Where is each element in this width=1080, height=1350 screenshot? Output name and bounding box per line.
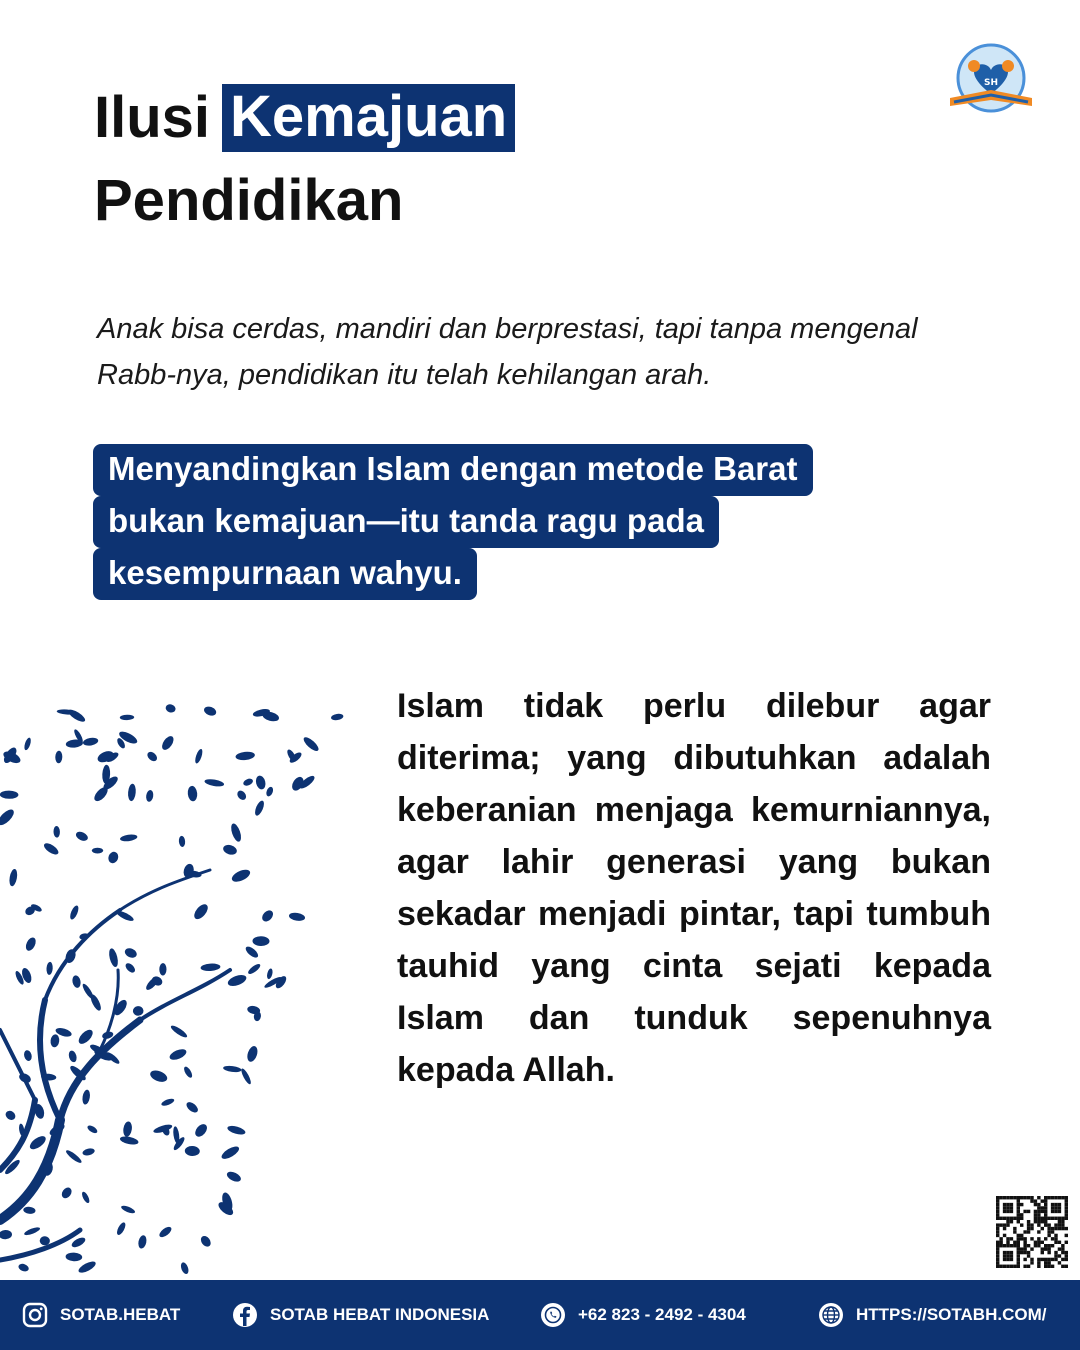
leaf [225,1170,242,1184]
leaf [226,1124,246,1136]
leaf [223,1065,242,1073]
qr-code [996,1196,1068,1268]
leaf [146,750,159,763]
footer-website[interactable] [818,1280,1046,1350]
leaf [60,1186,74,1200]
leaf [8,868,18,886]
leaf [159,963,166,976]
leaf [122,1121,132,1137]
leaf [17,1262,29,1272]
leaf [153,1123,174,1135]
leaf [81,1089,90,1105]
leaf [4,1109,17,1122]
leaf [185,1146,201,1157]
leaf [145,790,154,803]
logo-icon [944,42,1038,120]
leaf [236,789,248,802]
leaf [0,807,16,828]
leaf [203,705,218,717]
leaf [165,703,177,714]
leaf [247,962,262,975]
leaf [23,1206,36,1214]
leaf [71,975,81,989]
leaf [120,1204,136,1215]
leaf [76,1027,95,1046]
leaf [204,778,225,788]
leaf [246,1045,260,1063]
leaf [160,1097,175,1107]
body-paragraph: Islam tidak perlu dilebur agar diterima; yang dibutuhkan adalah keberanian menjaga kemurniannya, agar lahir generasi yang bukan sekadar menjadi pintar, tapi tumbuh tauhid yang cinta sejati kepada Islam dan tunduk sepenuhnya kepada Allah. [397,687,991,1089]
svg-text:SH: SH [983,78,999,88]
leaf [193,1122,209,1139]
whatsapp-icon [540,1302,566,1328]
leaf [229,822,243,843]
highlight-quote [93,444,813,600]
leaf [66,707,86,723]
subtitle: Anak bisa cerdas, mandiri dan berprestasi, tapi tanpa mengenal Rabb-nya, pendidikan itu telah kehilangan arah. [97,313,918,391]
leaf [230,867,252,884]
leaf [185,1100,200,1114]
leaf [169,1024,188,1040]
leaf [46,962,53,975]
leaf [199,1234,213,1248]
leaf [92,848,103,854]
facebook-page: SOTAB HEBAT INDONESIA [270,1305,490,1324]
leaf [265,786,274,798]
leaf [68,1050,78,1063]
leaf [235,751,255,761]
leaf [81,982,95,1000]
footer-facebook[interactable] [232,1280,489,1350]
leaf [50,1034,60,1048]
leaf [302,735,321,753]
leaf [226,973,247,988]
website-url: HTTPS://SOTABH.COM/ [856,1305,1047,1324]
leaf [158,1225,173,1239]
leaf [107,850,120,864]
leaf [28,1134,48,1152]
leaf [0,790,18,799]
leaf [255,775,267,791]
leaf [127,783,136,801]
title-word-ilusi: Ilusi [94,85,211,150]
leaf [65,1252,82,1261]
leaf [115,1221,127,1236]
leaf [194,748,204,764]
quote-line: Menyandingkan Islam dengan metode Barat [93,444,813,496]
leaf [55,751,62,764]
leaf [42,841,60,857]
leaf [65,1149,83,1165]
leaf [81,1191,91,1204]
leaf [133,1006,144,1016]
leaf [74,830,89,843]
leaf [108,948,120,968]
leaf [149,1068,169,1084]
quote-line: bukan kemajuan—itu tanda ragu pada [93,496,719,548]
leaf [69,904,81,920]
leaf [120,834,138,843]
title-highlight-kemajuan: Kemajuan [222,84,515,152]
footer-whatsapp[interactable] [540,1280,746,1350]
leaf [331,713,344,721]
leaf [53,826,60,838]
leaf [23,1049,33,1062]
leaf [124,961,137,974]
leaf [242,777,254,787]
leaf [168,1047,188,1062]
leaf [82,737,98,747]
leaf [266,968,273,980]
leaf [77,1259,97,1275]
quote-line: kesempurnaan wahyu. [93,548,477,600]
leaf [244,945,260,960]
leaf [192,902,211,922]
facebook-icon [232,1302,258,1328]
globe-icon [818,1302,844,1328]
title-line-pendidikan: Pendidikan [94,168,404,233]
leaf [200,963,220,972]
leaf [0,1230,12,1240]
leaf [86,1124,98,1135]
leaf [187,785,198,801]
instagram-handle: SOTAB.HEBAT [60,1305,181,1324]
leaf [120,714,135,720]
leaf [220,1144,241,1161]
leaf [240,1067,253,1085]
leaf [180,1261,190,1275]
footer-instagram[interactable] [22,1280,180,1350]
leaf [253,799,266,816]
footer-bar [0,1280,1080,1350]
leaf [178,836,185,848]
leaf [160,734,176,752]
leaf [137,1235,147,1250]
whatsapp-number: +62 823 - 2492 - 4304 [578,1305,746,1324]
leaf [23,1226,41,1237]
leaf [115,909,135,923]
leaf [288,912,305,922]
leaf [183,1065,194,1079]
tree-illustration [0,700,370,1290]
leaf [82,1147,96,1156]
leaf [252,936,269,946]
leaf [123,946,138,959]
instagram-icon [22,1302,48,1328]
leaf [222,843,238,856]
leaf [260,908,275,923]
leaf [39,1236,50,1246]
page-title [94,80,515,233]
leaf [23,737,32,751]
leaf [119,1135,139,1146]
leaf [24,936,38,952]
